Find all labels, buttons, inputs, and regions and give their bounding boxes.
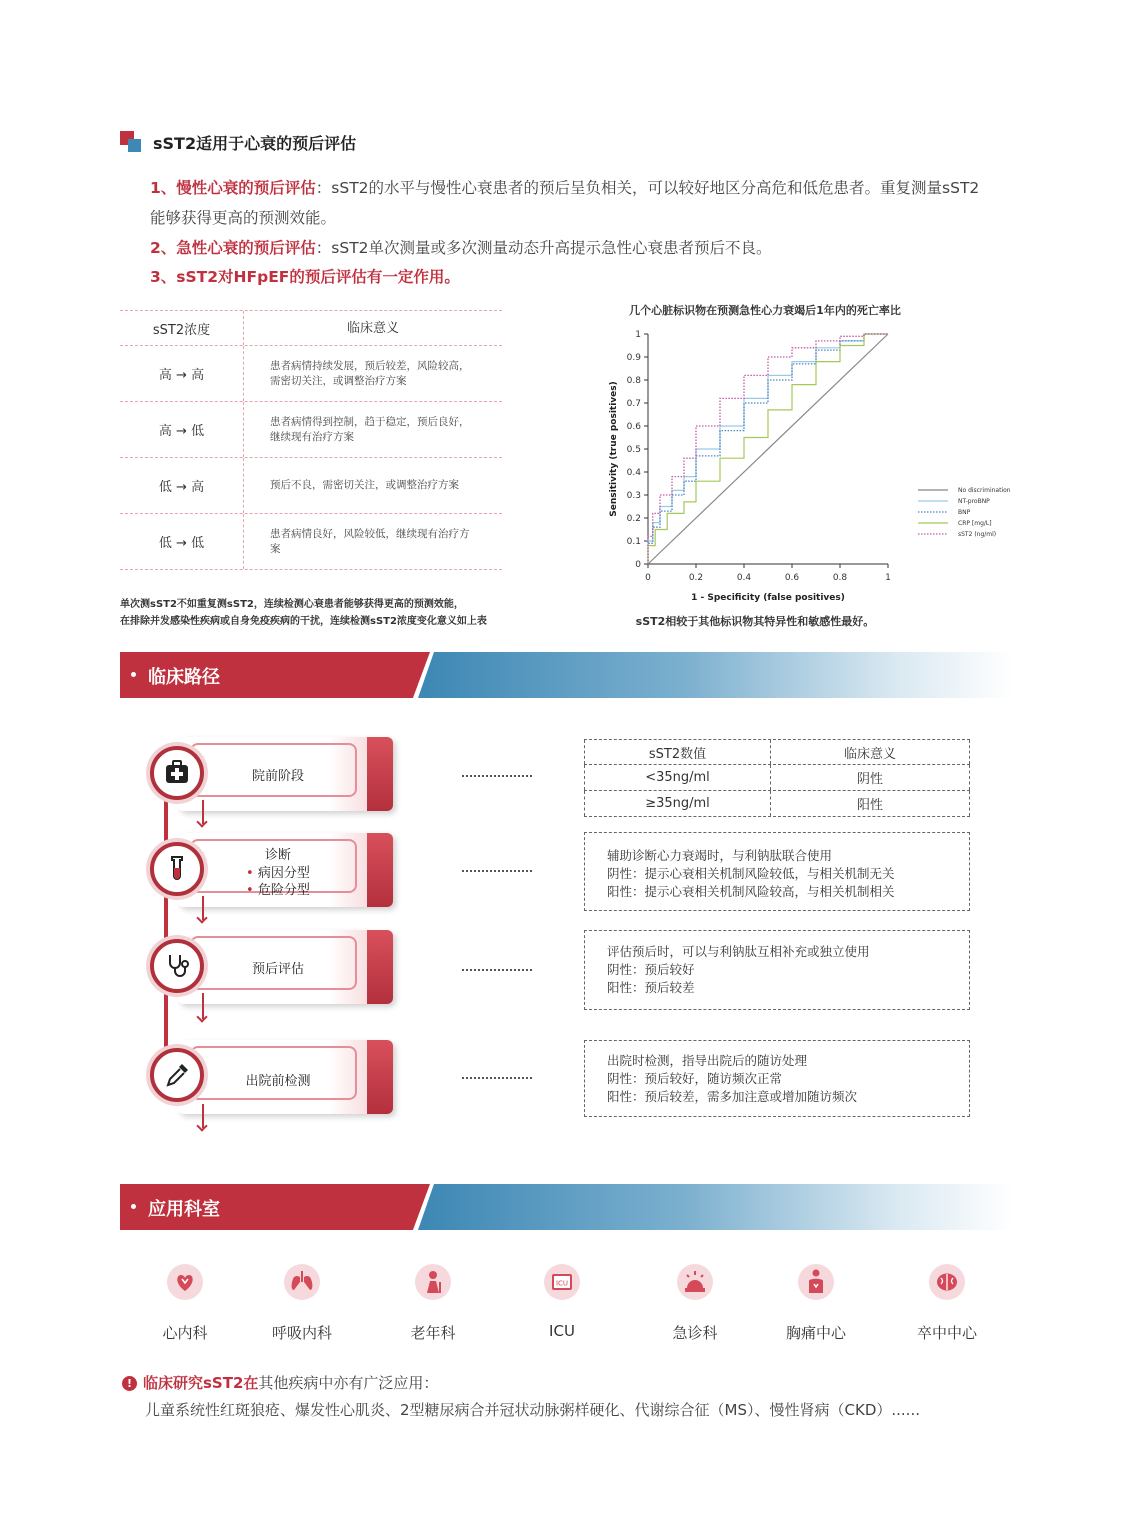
- info-line: 阴性：提示心衰相关机制风险较低，与相关机制无关: [607, 866, 895, 881]
- prognosis-info-box: [584, 930, 970, 1010]
- banner-title: 应用科室: [148, 1199, 220, 1220]
- info-line: 辅助诊断心力衰竭时，与利钠肽联合使用: [607, 848, 833, 863]
- table-row: [584, 765, 970, 791]
- bullet-item: • 病因分型: [246, 866, 310, 881]
- x-tick-label: 1: [885, 573, 891, 583]
- elderly-icon: [413, 1262, 453, 1302]
- info-line: 出院时检测，指导出院后的随访处理: [607, 1053, 808, 1068]
- legend-label: No discrimination: [958, 487, 1011, 494]
- table-cell: 低 → 高: [120, 458, 244, 513]
- table-note-2: 在排除并发感染性疾病或自身免疫疾病的干扰，连续检测sST2浓度变化意义如上表: [120, 616, 487, 627]
- legend-label: CRP [mg/L]: [958, 520, 992, 527]
- table-cell: 患者病情得到控制，趋于稳定，预后良好，继续现有治疗方案: [270, 415, 470, 443]
- x-axis-label: 1 - Specificity (false positives): [691, 593, 845, 603]
- table-header-cell: 临床意义: [771, 740, 970, 764]
- info-line: 阳性：预后较差: [607, 980, 695, 995]
- bullet-item: • 危险分型: [246, 883, 310, 898]
- lungs-icon: [282, 1262, 322, 1302]
- dept-respiratory: [252, 1262, 352, 1343]
- test-tube-icon: [150, 842, 204, 896]
- info-line: 阳性：提示心衰相关机制风险较高，与相关机制相关: [607, 884, 895, 899]
- table-header-row: [584, 739, 970, 765]
- table-row: [120, 402, 502, 458]
- table-cell: 患者病情持续发展，预后较差，风险较高，需密切关注，或调整治疗方案: [270, 359, 470, 387]
- info-line: 阴性：预后较好，随访频次正常: [607, 1071, 783, 1086]
- banner-dot: [131, 672, 136, 677]
- section-title: sST2适用于心衰的预后评估: [153, 134, 357, 153]
- paragraph-3: 3、sST2对HFpEF的预后评估有一定作用。: [150, 268, 460, 286]
- step-label: 预后评估: [251, 962, 304, 977]
- table-row: [584, 791, 970, 817]
- dept-label: 心内科: [162, 1324, 208, 1342]
- sst2-concentration-table: [120, 310, 502, 570]
- info-line: 评估预后时，可以与利钠肽互相补充或独立使用: [607, 944, 870, 959]
- info-line: 阳性：预后较差，需多加注意或增加随访频次: [607, 1089, 858, 1104]
- paragraph-1: 1、慢性心衰的预后评估：sST2的水平与慢性心衰患者的预后呈负相关，可以较好地区分高危和低危患者。重复测量sST2: [150, 179, 980, 197]
- dropper-icon: [150, 1048, 204, 1102]
- dept-chest-pain: [766, 1262, 866, 1343]
- y-tick-label: 0.8: [626, 376, 641, 386]
- diagnosis-info-box: [584, 832, 970, 911]
- table-cell: 患者病情良好，风险较低，继续现有治疗方案: [270, 527, 470, 555]
- brain-icon: [927, 1262, 967, 1302]
- step-card-prehospital: [178, 737, 393, 811]
- dept-label: 卒中中心: [916, 1324, 977, 1342]
- step-label: 院前阶段: [251, 769, 304, 784]
- dept-label: 胸痛中心: [785, 1324, 846, 1342]
- table-cell: 高 → 高: [120, 346, 244, 401]
- table-cell: 阳性: [771, 791, 970, 816]
- x-tick-label: 0: [645, 573, 651, 583]
- table-cell: <35ng/ml: [584, 765, 771, 790]
- table-row: [120, 346, 502, 402]
- footnote: ! 临床研究sST2在其他疾病中亦有广泛应用：: [122, 1372, 438, 1393]
- table-note-1: 单次测sST2不如重复测sST2，连续检测心衰患者能够获得更高的预测效能，: [120, 599, 464, 610]
- connector-dots: [462, 775, 532, 777]
- table-header-cell: sST2浓度: [120, 311, 244, 345]
- step-card-discharge: [178, 1040, 393, 1114]
- table-cell: 低 → 低: [120, 514, 244, 569]
- table-row: [120, 514, 502, 570]
- table-header-cell: sST2数值: [584, 740, 771, 764]
- svg-text:ICU: ICU: [555, 1279, 569, 1288]
- arrow-down-icon: [202, 896, 204, 920]
- x-tick-label: 0.2: [688, 573, 704, 583]
- connector-dots: [462, 1077, 532, 1079]
- table-header-row: [120, 310, 502, 346]
- step-label: 出院前检测: [245, 1074, 311, 1089]
- heart-icon: [165, 1262, 205, 1302]
- footnote-diseases: 儿童系统性红斑狼疮、爆发性心肌炎、2型糖尿病合并冠状动脉粥样硬化、代谢综合征（MS）、慢性肾病（CKD）......: [145, 1401, 920, 1419]
- table-row: [120, 458, 502, 514]
- table-cell: 阴性: [771, 765, 970, 790]
- dept-cardiology: [135, 1262, 235, 1343]
- dept-stroke: [897, 1262, 997, 1343]
- y-tick-label: 0.6: [626, 422, 641, 432]
- arrow-down-icon: [202, 993, 204, 1019]
- paragraph-1-cont: 能够获得更高的预测效能。: [150, 209, 337, 227]
- dept-label: 急诊科: [672, 1324, 718, 1342]
- chest-pain-icon: [796, 1262, 836, 1302]
- x-tick-label: 0.4: [736, 573, 752, 583]
- connector-dots: [462, 870, 532, 872]
- banner-dot: [131, 1204, 136, 1209]
- arrow-down-icon: [202, 800, 204, 824]
- paragraph-2: 2、急性心衰的预后评估：sST2单次测量或多次测量动态升高提示急性心衰患者预后不良。: [150, 239, 772, 257]
- stethoscope-icon: [150, 939, 204, 993]
- table-cell: 高 → 低: [120, 402, 244, 457]
- dept-emergency: [645, 1262, 745, 1343]
- table-cell: 预后不良，需密切关注，或调整治疗方案: [270, 479, 459, 491]
- chart-title: 几个心脏标识物在预测急性心力衰竭后1年内的死亡率比: [629, 304, 901, 317]
- arrow-down-icon: [202, 1104, 204, 1128]
- banner-title: 临床路径: [148, 667, 220, 688]
- dept-label: 老年科: [410, 1324, 456, 1342]
- first-aid-kit-icon: [150, 746, 204, 800]
- step-card-diagnosis: [178, 833, 393, 907]
- legend-label: sST2 (ng/ml): [958, 531, 997, 538]
- banner-clinical-path: [120, 652, 1013, 698]
- y-tick-label: 1: [635, 330, 641, 340]
- legend-label: BNP: [958, 509, 971, 516]
- x-tick-label: 0.6: [784, 573, 800, 583]
- y-tick-label: 0.9: [626, 353, 641, 363]
- y-tick-label: 0.4: [626, 468, 641, 478]
- dept-icu: [512, 1262, 612, 1340]
- emergency-icon: [675, 1262, 715, 1302]
- info-line: 阴性：预后较好: [607, 962, 695, 977]
- banner-gradient: [418, 652, 1013, 698]
- y-tick-label: 0.3: [626, 491, 641, 501]
- connector-dots: [462, 969, 532, 971]
- title-marker-blue: [128, 139, 141, 152]
- dept-label: ICU: [549, 1322, 575, 1340]
- table-cell: ≥35ng/ml: [584, 791, 771, 816]
- legend-label: NT-proBNP: [958, 498, 990, 505]
- y-tick-label: 0.2: [626, 514, 641, 524]
- chart-caption: sST2相较于其他标识物其特异性和敏感性最好。: [635, 615, 875, 628]
- banner-gradient: [418, 1184, 1013, 1230]
- discharge-info-box: [584, 1040, 970, 1117]
- y-tick-label: 0: [635, 560, 641, 570]
- y-axis-label: Sensitivity (true positives): [609, 381, 619, 517]
- table-header-cell: 临床意义: [346, 320, 399, 336]
- y-tick-label: 0.5: [626, 445, 641, 455]
- banner-departments: [120, 1184, 1013, 1230]
- roc-chart: [600, 322, 1020, 612]
- y-tick-label: 0.1: [626, 537, 641, 547]
- step-label: 诊断: [264, 848, 291, 863]
- x-tick-label: 0.8: [832, 573, 848, 583]
- step-card-prognosis: [178, 930, 393, 1004]
- sst2-value-table: [584, 739, 970, 817]
- icu-icon: [542, 1262, 582, 1302]
- dept-geriatrics: [383, 1262, 483, 1343]
- dept-label: 呼吸内科: [271, 1324, 332, 1342]
- y-tick-label: 0.7: [626, 399, 641, 409]
- exclamation-icon: !: [122, 1376, 137, 1391]
